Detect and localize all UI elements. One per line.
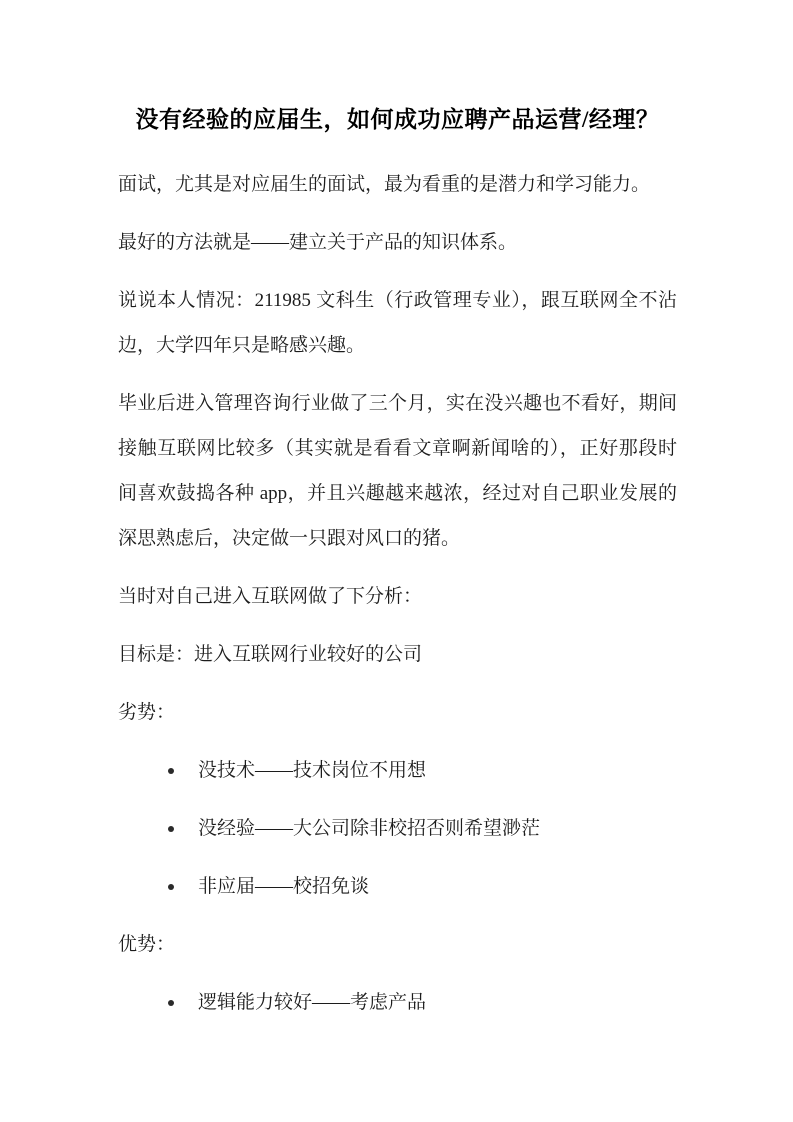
list-item-text: 没技术——技术岗位不用想 bbox=[198, 760, 427, 781]
paragraph-personal-background: 说说本人情况：211985 文科生（行政管理专业），跟互联网全不沾边，大学四年只是略感兴趣。 bbox=[118, 290, 677, 356]
paragraph-goal: 目标是：进入互联网行业较好的公司 bbox=[118, 644, 423, 665]
list-item bbox=[118, 980, 677, 1025]
list-item bbox=[118, 806, 677, 851]
list-item-text: 没经验——大公司除非校招否则希望渺茫 bbox=[198, 818, 541, 839]
bullet-icon bbox=[168, 864, 198, 909]
list-item bbox=[118, 864, 677, 909]
list-item bbox=[118, 748, 677, 793]
strengths-list bbox=[118, 980, 677, 1025]
paragraph-analysis-intro: 当时对自己进入互联网做了下分析： bbox=[118, 586, 423, 607]
paragraph-best-method: 最好的方法就是——建立关于产品的知识体系。 bbox=[118, 232, 518, 253]
strengths-label: 优势： bbox=[118, 934, 176, 955]
paragraph-interview-focus: 面试，尤其是对应届生的面试，最为看重的是潜力和学习能力。 bbox=[118, 174, 651, 195]
bullet-icon bbox=[168, 748, 198, 793]
weaknesses-label: 劣势： bbox=[118, 702, 176, 723]
document-title: 没有经验的应届生，如何成功应聘产品运营/经理？ bbox=[135, 107, 660, 132]
bullet-icon bbox=[168, 806, 198, 851]
weaknesses-list bbox=[118, 748, 677, 909]
paragraph-career-history: 毕业后进入管理咨询行业做了三个月，实在没兴趣也不看好，期间接触互联网比较多（其实就是看看文章啊新闻啥的），正好那段时间喜欢鼓捣各种 app，并且兴趣越来越浓，经过对自己职业发展的深思熟虑后，决定做一只跟对风口的猪。 bbox=[118, 393, 677, 549]
bullet-icon bbox=[168, 980, 198, 1025]
list-item-text: 非应届——校招免谈 bbox=[198, 876, 370, 897]
list-item-text: 逻辑能力较好——考虑产品 bbox=[198, 992, 427, 1013]
